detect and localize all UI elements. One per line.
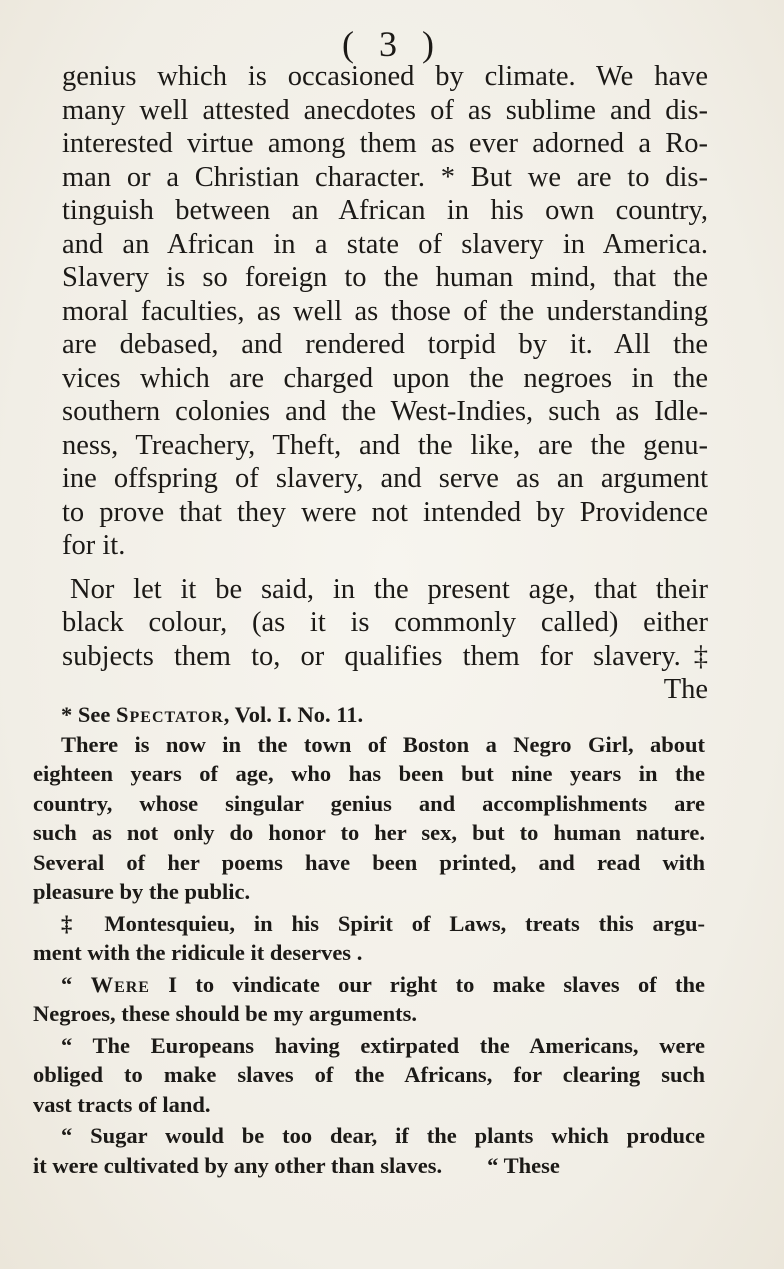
footnote-line: Several of her poems have been printed, and read with bbox=[33, 849, 705, 875]
page-number: ( 3 ) bbox=[342, 24, 442, 64]
text-line: man or a Christian character. * But we are to dis- bbox=[62, 161, 708, 193]
open-quote: “ bbox=[61, 971, 91, 997]
text-line: southern colonies and the West-Indies, such as Idle- bbox=[62, 396, 708, 427]
text-line: ine offspring of slavery, and serve as an argument bbox=[62, 463, 708, 494]
quote-first-word: Were bbox=[90, 971, 150, 997]
footnote-line: ment with the ridicule it deserves . bbox=[33, 940, 363, 965]
footnote-line: vast tracts of land. bbox=[33, 1091, 211, 1117]
catchword: The bbox=[663, 674, 708, 705]
journal-title: Spectator bbox=[116, 702, 224, 727]
footnote-line: There is now in the town of Boston a Negro Girl, about bbox=[61, 731, 705, 757]
footnote-quote-line bbox=[33, 970, 705, 1000]
footnote-line: it were cultivated by any other than slaves. “ These bbox=[33, 1152, 560, 1178]
main-text bbox=[62, 60, 708, 707]
quote-rest: I to vindicate our right to make slaves of the bbox=[149, 971, 706, 997]
footnote-line: country, whose singular genius and accomplishments are bbox=[33, 790, 705, 816]
footnote-line: “ Sugar would be too dear, if the plants which produce bbox=[61, 1123, 705, 1148]
footnotes bbox=[33, 700, 705, 1180]
text-line: moral faculties, as well as those of the understanding bbox=[62, 295, 708, 327]
text-line: black colour, (as it is commonly called) either bbox=[62, 607, 708, 638]
footnote-line: such as not only do honor to her sex, but to human nature. bbox=[33, 820, 705, 845]
text-line: to prove that they were not intended by Providence bbox=[62, 496, 708, 528]
text-line: for it. bbox=[62, 530, 126, 561]
text-line: vices which are charged upon the negroes in the bbox=[62, 362, 708, 394]
text-line: are debased, and rendered torpid by it. All the bbox=[62, 329, 708, 360]
footnote-line: eighteen years of age, who has been but nine years in the bbox=[33, 761, 705, 786]
footnote-line: ‡ Montesquieu, in his Spirit of Laws, treats this argu- bbox=[61, 910, 705, 936]
footnote-line: obliged to make slaves of the Africans, for clearing such bbox=[33, 1062, 705, 1087]
footnote-reference bbox=[33, 700, 705, 730]
text-line: Nor let it be said, in the present age, that their bbox=[70, 573, 708, 605]
footnote-marker: * See bbox=[61, 702, 116, 727]
text-line: interested virtue among them as ever adorned a Ro- bbox=[62, 128, 708, 159]
text-line: tinguish between an African in his own country, bbox=[62, 195, 708, 226]
text-line: many well attested anecdotes of as sublime and dis- bbox=[62, 94, 708, 126]
text-line: Slavery is so foreign to the human mind, that the bbox=[62, 262, 708, 293]
footnote-line: “ The Europeans having extirpated the Americans, were bbox=[61, 1032, 705, 1058]
volume-reference: , Vol. I. No. 11. bbox=[223, 702, 364, 727]
text-line: and an African in a state of slavery in America. bbox=[62, 228, 708, 260]
text-line: genius which is occasioned by climate. We have bbox=[62, 61, 708, 92]
footnote-line: Negroes, these should be my arguments. bbox=[33, 1001, 417, 1026]
text-line: ness, Treachery, Theft, and the like, are the genu- bbox=[62, 429, 708, 461]
footnote-line: pleasure by the public. bbox=[33, 879, 251, 904]
text-line: subjects them to, or qualifies them for slavery.‡ bbox=[62, 640, 708, 672]
